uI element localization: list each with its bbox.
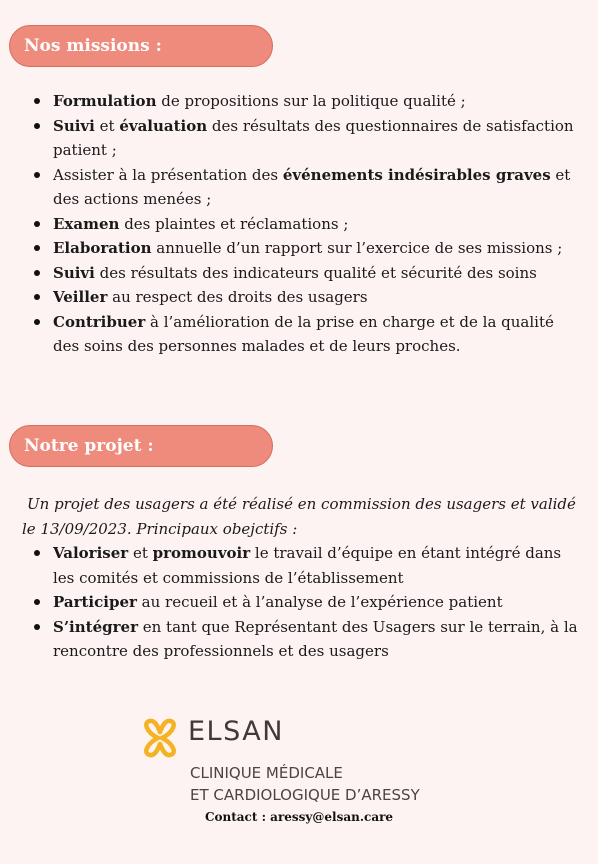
list-item: S’intégrer en tant que Représentant des Usagers sur le terrain, à la rencontre des professionnels et des usagers [33, 615, 578, 664]
missions-list [33, 89, 583, 359]
list-item: Participer au recueil et à l’analyse de l’expérience patient [33, 590, 578, 615]
list-item: Formulation de propositions sur la politique qualité ; [33, 89, 583, 114]
project-heading: Notre projet : [9, 425, 273, 467]
missions-heading: Nos missions : [9, 25, 273, 67]
clinic-name [190, 762, 420, 806]
list-item: Valoriser et promouvoir le travail d’équipe en étant intégré dans les comités et commissions de l’établissement [33, 541, 578, 590]
list-item: Assister à la présentation des événements indésirables graves et des actions menées ; [33, 163, 583, 212]
objectives-list [33, 541, 578, 664]
contact-email: Contact : aressy@elsan.care [204, 810, 394, 824]
elsan-logo-icon [140, 718, 180, 758]
list-item: Suivi des résultats des indicateurs qualité et sécurité des soins [33, 261, 583, 286]
list-item: Examen des plaintes et réclamations ; [33, 212, 583, 237]
clinic-line-1: CLINIQUE MÉDICALE [190, 764, 343, 782]
list-item: Contribuer à l’amélioration de la prise en charge et de la qualité des soins des personnes malades et de leurs proches. [33, 310, 583, 359]
project-intro: Un projet des usagers a été réalisé en commission des usagers et validé le 13/09/2023. Principaux obejctifs : [22, 495, 576, 538]
list-item: Suivi et évaluation des résultats des questionnaires de satisfaction patient ; [33, 114, 583, 163]
list-item: Veiller au respect des droits des usagers [33, 285, 583, 310]
clinic-line-2: ET CARDIOLOGIQUE D’ARESSY [190, 786, 420, 804]
brand-name: ELSAN [188, 716, 284, 747]
list-item: Elaboration annuelle d’un rapport sur l’exercice de ses missions ; [33, 236, 583, 261]
